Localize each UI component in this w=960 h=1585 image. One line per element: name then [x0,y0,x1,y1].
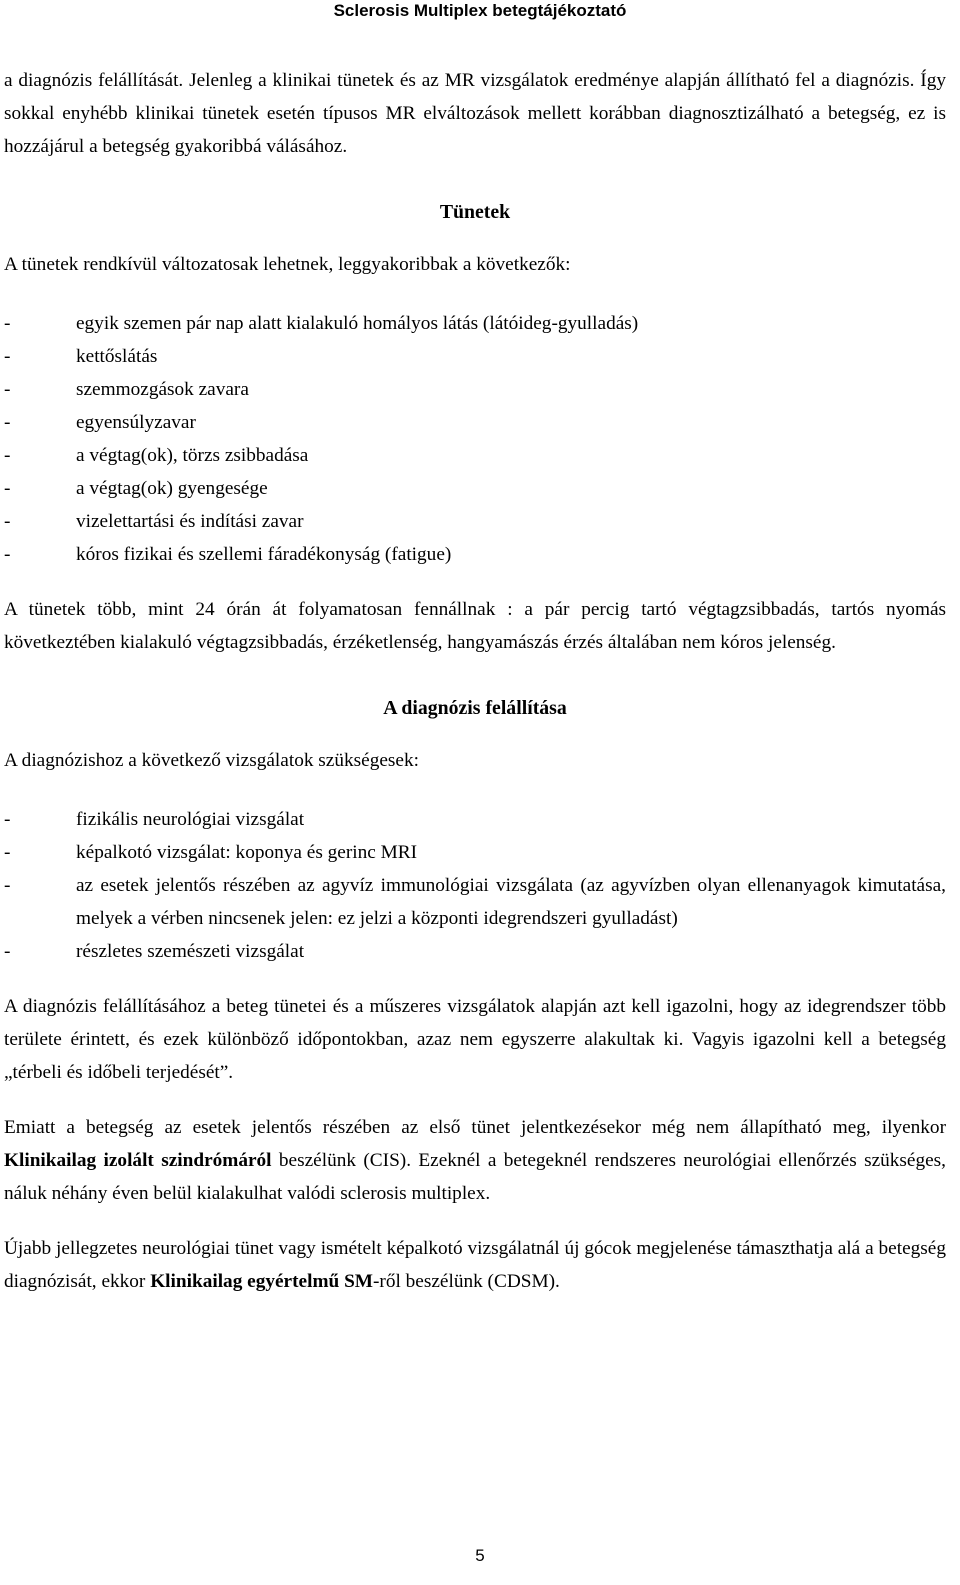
list-item [4,935,946,968]
list-item-text: fizikális neurológiai vizsgálat [76,809,305,830]
list-item [4,406,946,439]
paragraph-text: Emiatt a betegség az esetek jelentős részében az első tünet jelentkezésekor még nem állapítható meg, ilyenkor [4,1117,946,1138]
document-body [4,64,946,1298]
list-dash: - [4,809,11,830]
list-dash: - [4,875,11,896]
list-item-text: a végtag(ok) gyengesége [76,478,268,499]
list-item [4,869,946,935]
list-dash: - [4,544,11,565]
list-item-text: kettőslátás [76,346,158,367]
list-item-text: az esetek jelentős részében az agyvíz immunológiai vizsgálata (az agyvízben olyan ellenanyagok kimutatása, melyek a vérben nincsenek jelen: ez jelzi a központi idegrendszeri gyulladást) [76,875,946,929]
symptoms-note: A tünetek több, mint 24 órán át folyamatosan fennállnak : a pár percig tartó végtagzsibbadás, tartós nyomás következtében kialakuló végtagzsibbadás, érzéketlenség, hangyamászás érzés általában nem kóros jelenség. [4,599,946,653]
list-dash: - [4,346,11,367]
diagnosis-tests-list [4,803,946,968]
diagnosis-paragraph-2 [4,1111,946,1210]
list-item [4,373,946,406]
symptoms-list [4,307,946,571]
list-item [4,803,946,836]
list-item [4,472,946,505]
list-item-text: vizelettartási és indítási zavar [76,511,304,532]
list-item [4,340,946,373]
list-dash: - [4,478,11,499]
list-dash: - [4,511,11,532]
list-item [4,307,946,340]
paragraph-text: beszélünk (CIS). Ezeknél a betegeknél rendszeres neurológiai ellenőrzés szükséges, náluk néhány éven belül kialakulhat valódi sclerosis multiplex. [4,1150,946,1204]
diagnosis-paragraph-1: A diagnózis felállításához a beteg tünetei és a műszeres vizsgálatok alapján azt kell igazolni, hogy az idegrendszer több területe érintett, és ezek különböző időpontokban, azaz nem egyszerre alakultak ki. Vagyis igazolni kell a betegség „térbeli és időbeli terjedését”. [4,996,946,1083]
paragraph-text: Újabb jellegzetes neurológiai tünet vagy ismételt képalkotó vizsgálatnál új gócok megjelenése támaszthatja alá a betegség diagnózisát, ekkor [4,1238,946,1292]
list-dash: - [4,941,11,962]
list-item-text: képalkotó vizsgálat: koponya és gerinc MRI [76,842,418,863]
intro-paragraph: a diagnózis felállítását. Jelenleg a klinikai tünetek és az MR vizsgálatok eredménye alapján állítható fel a diagnózis. Így sokkal enyhébb klinikai tünetek esetén típusos MR elváltozások mellett korábban diagnosztizálható a betegség, ez is hozzájárul a betegség gyakoribbá válásához. [4,70,946,157]
diagnosis-intro: A diagnózishoz a következő vizsgálatok szükségesek: [4,750,419,771]
list-item-text: szemmozgások zavara [76,379,249,400]
list-dash: - [4,842,11,863]
list-item [4,538,946,571]
list-dash: - [4,445,11,466]
list-item-text: a végtag(ok), törzs zsibbadása [76,445,309,466]
list-item-text: részletes szemészeti vizsgálat [76,941,305,962]
list-dash: - [4,313,11,334]
list-dash: - [4,412,11,433]
cdsm-term: Klinikailag egyértelmű [150,1271,340,1292]
symptoms-intro: A tünetek rendkívül változatosak lehetnek, leggyakoribbak a következők: [4,254,571,275]
list-item [4,836,946,869]
diagnosis-paragraph-3 [4,1232,946,1298]
sm-term: SM [344,1271,373,1292]
cis-term: Klinikailag izolált szindrómáról [4,1150,272,1171]
paragraph-text: -ről beszélünk (CDSM). [372,1271,560,1292]
symptoms-heading: Tünetek [439,201,511,223]
list-dash: - [4,379,11,400]
page-number: 5 [475,1546,485,1565]
list-item-text: egyik szemen pár nap alatt kialakuló homályos látás (látóideg-gyulladás) [76,313,639,334]
list-item [4,505,946,538]
list-item-text: kóros fizikai és szellemi fáradékonyság (fatigue) [76,544,452,565]
list-item [4,439,946,472]
list-item-text: egyensúlyzavar [76,412,196,433]
page-header: Sclerosis Multiplex betegtájékoztató [333,1,627,20]
diagnosis-heading: A diagnózis felállítása [383,697,567,719]
